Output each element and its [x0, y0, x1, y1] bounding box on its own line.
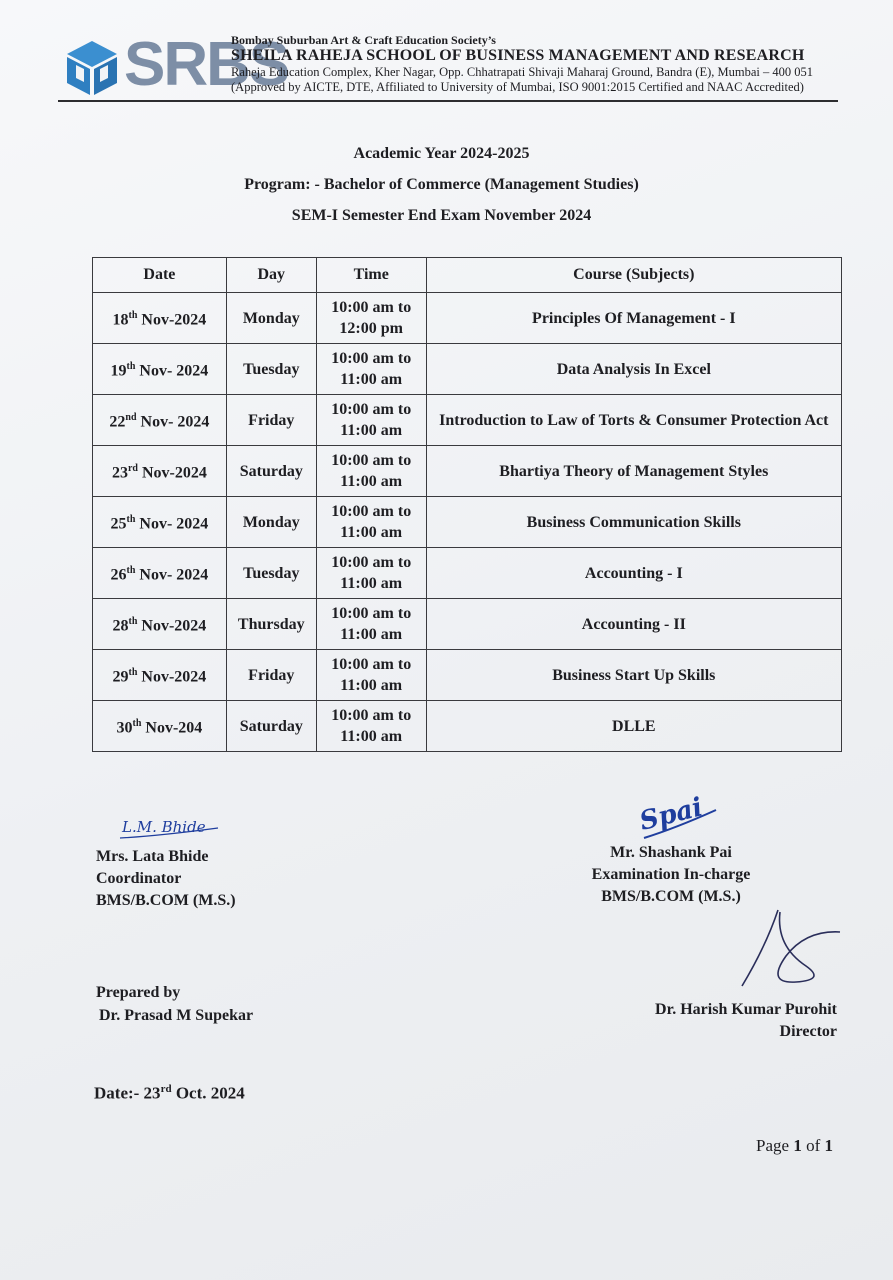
- time-start: 10:00 am to: [331, 656, 412, 673]
- exam-incharge-block: [580, 842, 762, 908]
- table-row: [93, 344, 842, 395]
- date-rest: Nov-2024: [137, 668, 207, 686]
- page-current: 1: [793, 1136, 802, 1155]
- cell-day: Saturday: [226, 701, 316, 752]
- table-row: [93, 395, 842, 446]
- table-row: [93, 650, 842, 701]
- coordinator-block: [96, 846, 236, 912]
- time-start: 10:00 am to: [331, 299, 412, 316]
- time-end: 11:00 am: [340, 575, 403, 592]
- school-approval: (Approved by AICTE, DTE, Affiliated to University of Mumbai, ISO 9001:2015 Certified and NAAC Accredited): [231, 80, 804, 94]
- table-row: [93, 548, 842, 599]
- prepared-by-name: Dr. Prasad M Supekar: [99, 1007, 254, 1024]
- coordinator-signature: [118, 810, 228, 844]
- cell-date: [93, 650, 227, 701]
- date-rest: Oct. 2024: [171, 1083, 245, 1103]
- time-end: 11:00 am: [340, 371, 403, 388]
- cell-course: Bhartiya Theory of Management Styles: [426, 446, 841, 497]
- time-end: 11:00 am: [340, 677, 403, 694]
- date-suffix: th: [128, 667, 138, 679]
- date-rest: Nov-2024: [137, 311, 207, 329]
- cell-time: [316, 344, 426, 395]
- date-day: 18: [112, 311, 129, 329]
- cell-date: [93, 344, 227, 395]
- coordinator-name: Mrs. Lata Bhide: [96, 848, 209, 865]
- header-divider: [58, 100, 838, 102]
- cell-date: [93, 497, 227, 548]
- time-start: 10:00 am to: [331, 401, 412, 418]
- table-header-row: [93, 258, 842, 293]
- date-day: 23: [111, 464, 128, 482]
- time-end: 11:00 am: [340, 473, 403, 490]
- cell-date: [93, 599, 227, 650]
- cell-time: [316, 650, 426, 701]
- cell-course: DLLE: [426, 701, 841, 752]
- time-end: 12:00 pm: [339, 320, 403, 337]
- time-end: 11:00 am: [340, 422, 403, 439]
- date-suffix: nd: [125, 412, 137, 424]
- exam-incharge-signature: [636, 788, 720, 844]
- table-row: [93, 599, 842, 650]
- header-course: Course (Subjects): [426, 258, 841, 293]
- cell-time: [316, 701, 426, 752]
- cell-date: [93, 446, 227, 497]
- cell-time: [316, 599, 426, 650]
- cell-date: [93, 701, 227, 752]
- cell-day: Thursday: [226, 599, 316, 650]
- time-start: 10:00 am to: [331, 554, 412, 571]
- cell-day: Monday: [226, 497, 316, 548]
- time-start: 10:00 am to: [331, 350, 412, 367]
- header-date: Date: [93, 258, 227, 293]
- exam-incharge-name: Mr. Shashank Pai: [610, 844, 732, 861]
- exam-incharge-dept: BMS/B.COM (M.S.): [601, 888, 741, 905]
- date-suffix: th: [128, 310, 138, 322]
- cell-course: Data Analysis In Excel: [426, 344, 841, 395]
- prepared-by-label: Prepared by: [96, 984, 181, 1001]
- cell-time: [316, 293, 426, 344]
- exam-incharge-role: Examination In-charge: [591, 866, 751, 883]
- coordinator-role: Coordinator: [96, 870, 182, 887]
- date-suffix: th: [126, 565, 136, 577]
- date-day: 28: [112, 617, 129, 635]
- program-title: Program: - Bachelor of Commerce (Management Studies): [244, 176, 639, 193]
- time-start: 10:00 am to: [331, 605, 412, 622]
- academic-year-title: Academic Year 2024-2025: [353, 145, 530, 162]
- time-end: 11:00 am: [340, 626, 403, 643]
- header-day: Day: [226, 258, 316, 293]
- time-start: 10:00 am to: [331, 503, 412, 520]
- director-block: [655, 999, 837, 1043]
- date-suffix: rd: [127, 463, 138, 475]
- cell-day: Monday: [226, 293, 316, 344]
- cell-date: [93, 548, 227, 599]
- date-rest: Nov- 2024: [135, 515, 209, 533]
- cell-date: [93, 293, 227, 344]
- document-titles: [0, 143, 893, 236]
- director-role: Director: [779, 1023, 837, 1040]
- table-row: [93, 293, 842, 344]
- time-start: 10:00 am to: [331, 452, 412, 469]
- school-name: SHEILA RAHEJA SCHOOL OF BUSINESS MANAGEMENT AND RESEARCH: [231, 47, 805, 64]
- page-number: [756, 1136, 833, 1156]
- cell-day: Friday: [226, 395, 316, 446]
- date-day: 19: [110, 362, 127, 380]
- date-suffix: th: [132, 718, 142, 730]
- date-rest: Nov- 2024: [136, 413, 210, 431]
- date-suffix: rd: [160, 1083, 172, 1095]
- exam-incharge-signature-text: Spai: [636, 792, 706, 837]
- date-prefix: Date:- 23: [94, 1083, 161, 1103]
- date-suffix: th: [128, 616, 138, 628]
- header-time: Time: [316, 258, 426, 293]
- school-address: Raheja Education Complex, Kher Nagar, Opp. Chhatrapati Shivaji Maharaj Ground, Bandra (E), Mumbai – 400 051: [231, 65, 813, 79]
- director-name: Dr. Harish Kumar Purohit: [655, 1001, 837, 1018]
- time-end: 11:00 am: [340, 728, 403, 745]
- cell-course: Business Start Up Skills: [426, 650, 841, 701]
- date-rest: Nov- 2024: [135, 566, 209, 584]
- cell-day: Tuesday: [226, 344, 316, 395]
- cell-day: Tuesday: [226, 548, 316, 599]
- coordinator-dept: BMS/B.COM (M.S.): [96, 892, 236, 909]
- document-date: [94, 1083, 245, 1104]
- cell-day: Saturday: [226, 446, 316, 497]
- date-day: 29: [112, 668, 129, 686]
- cell-time: [316, 395, 426, 446]
- date-day: 26: [110, 566, 127, 584]
- exam-timetable: [92, 257, 842, 752]
- cell-course: Accounting - I: [426, 548, 841, 599]
- cell-course: Business Communication Skills: [426, 497, 841, 548]
- cell-day: Friday: [226, 650, 316, 701]
- director-signature: [736, 906, 846, 990]
- date-rest: Nov-2024: [137, 617, 207, 635]
- date-day: 25: [110, 515, 127, 533]
- society-name: Bombay Suburban Art & Craft Education Society’s: [231, 33, 496, 47]
- date-rest: Nov- 2024: [135, 362, 209, 380]
- date-rest: Nov-204: [141, 719, 203, 737]
- date-day: 22: [109, 413, 126, 431]
- page-total: 1: [824, 1136, 833, 1155]
- table-row: [93, 701, 842, 752]
- page-of: of: [801, 1136, 825, 1155]
- cell-time: [316, 446, 426, 497]
- time-end: 11:00 am: [340, 524, 403, 541]
- srbs-logo-icon: [62, 38, 122, 98]
- letterhead: [231, 33, 851, 95]
- date-day: 30: [116, 719, 133, 737]
- cell-course: Principles Of Management - I: [426, 293, 841, 344]
- table-row: [93, 497, 842, 548]
- cell-time: [316, 548, 426, 599]
- page-prefix: Page: [756, 1136, 794, 1155]
- cell-time: [316, 497, 426, 548]
- table-row: [93, 446, 842, 497]
- date-rest: Nov-2024: [137, 464, 207, 482]
- date-suffix: th: [126, 514, 136, 526]
- cell-course: Accounting - II: [426, 599, 841, 650]
- exam-title: SEM-I Semester End Exam November 2024: [291, 207, 592, 224]
- cell-date: [93, 395, 227, 446]
- date-suffix: th: [126, 361, 136, 373]
- coordinator-signature-text: L.M. Bhide: [122, 818, 206, 836]
- logo-wordmark: SRBS: [124, 30, 289, 99]
- time-start: 10:00 am to: [331, 707, 412, 724]
- prepared-by-block: [96, 981, 253, 1027]
- cell-course: Introduction to Law of Torts & Consumer Protection Act: [426, 395, 841, 446]
